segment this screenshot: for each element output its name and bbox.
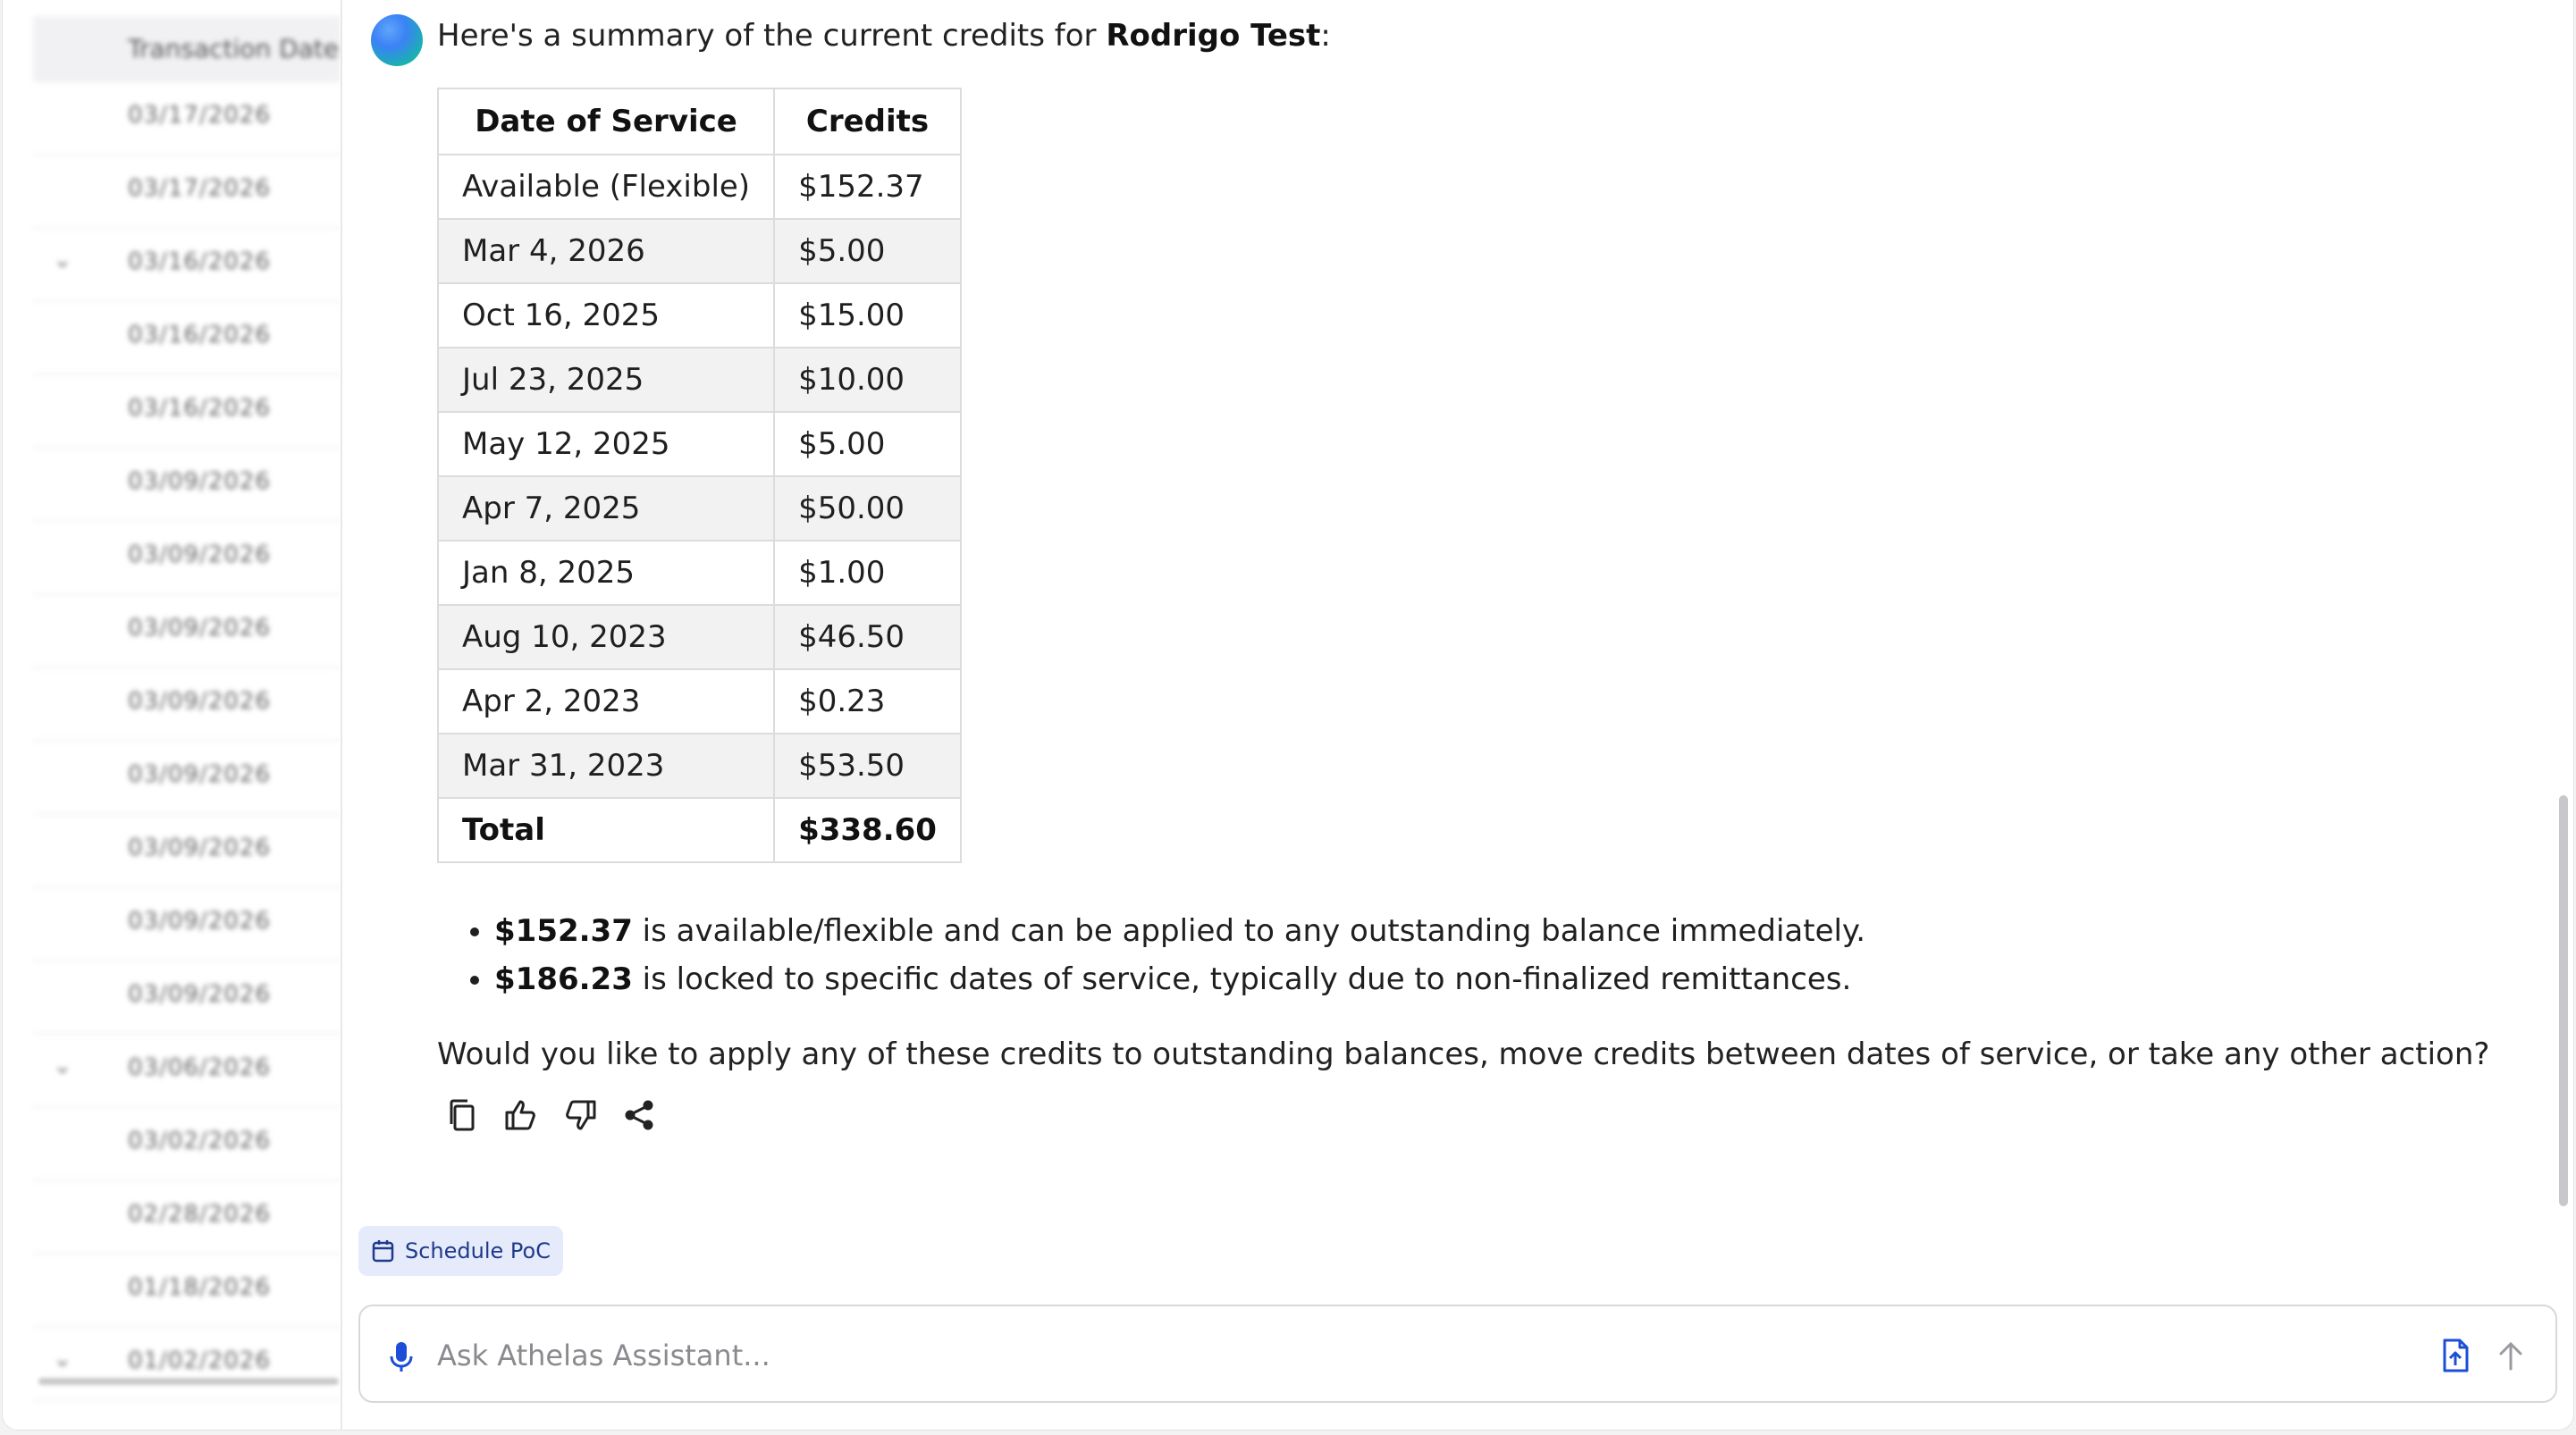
total-row: [438, 798, 961, 862]
app-window: [2, 0, 2574, 1431]
transaction-date: 03/09/2026: [128, 835, 271, 861]
credit-notes-list: [467, 913, 1865, 1010]
transaction-date: 03/09/2026: [128, 468, 271, 495]
table-row[interactable]: [33, 1108, 341, 1181]
date-of-service-cell: Apr 7, 2025: [438, 476, 774, 541]
credit-amount-cell: $15.00: [774, 283, 961, 348]
table-row[interactable]: [33, 302, 341, 375]
message-actions: [442, 1095, 659, 1135]
date-of-service-cell: Mar 4, 2026: [438, 219, 774, 283]
table-row: [438, 348, 961, 412]
schedule-poc-button[interactable]: [358, 1226, 563, 1276]
table-row: [438, 283, 961, 348]
total-amount: $338.60: [774, 798, 961, 862]
transaction-date: 03/09/2026: [128, 761, 271, 788]
credits-table: [437, 88, 962, 863]
table-row[interactable]: [33, 1255, 341, 1328]
transaction-date: 03/09/2026: [128, 688, 271, 715]
schedule-poc-label: Schedule PoC: [405, 1238, 551, 1263]
table-row: [438, 541, 961, 605]
table-row[interactable]: [33, 1328, 341, 1401]
copy-button[interactable]: [442, 1095, 482, 1135]
table-row[interactable]: [33, 1181, 341, 1255]
table-row: [438, 605, 961, 669]
chevron-down-icon[interactable]: ⌄: [53, 1346, 72, 1372]
message-intro: [437, 18, 1331, 54]
thumbs-down-button[interactable]: [560, 1095, 600, 1135]
table-row: [438, 734, 961, 798]
bullet-amount: $152.37: [494, 913, 633, 949]
transaction-date: 03/09/2026: [128, 541, 271, 568]
thumbs-up-icon: [503, 1097, 539, 1133]
date-of-service-cell: Oct 16, 2025: [438, 283, 774, 348]
table-row[interactable]: [33, 82, 341, 155]
transaction-date: 03/09/2026: [128, 615, 271, 642]
transaction-date: 02/28/2026: [128, 1201, 271, 1228]
share-icon: [622, 1098, 656, 1132]
table-header-row: [438, 88, 961, 155]
share-button[interactable]: [619, 1095, 659, 1135]
date-of-service-cell: Jul 23, 2025: [438, 348, 774, 412]
transaction-date: 03/16/2026: [128, 395, 271, 422]
table-row[interactable]: [33, 742, 341, 815]
list-item: [494, 961, 1865, 997]
table-row: [438, 412, 961, 476]
bullet-text: is available/flexible and can be applied to any outstanding balance immediately.: [632, 913, 1866, 949]
table-row: [438, 219, 961, 283]
bullet-text: is locked to specific dates of service, typically due to non-finalized remittances.: [632, 961, 1852, 997]
date-of-service-cell: Mar 31, 2023: [438, 734, 774, 798]
chat-composer: [358, 1305, 2557, 1403]
chat-scrollbar[interactable]: [2559, 795, 2568, 1206]
transaction-date: 03/09/2026: [128, 981, 271, 1008]
chevron-down-icon[interactable]: ⌄: [53, 1053, 72, 1079]
credit-amount-cell: $152.37: [774, 155, 961, 219]
credit-amount-cell: $0.23: [774, 669, 961, 734]
table-row[interactable]: [33, 668, 341, 742]
transaction-date: 03/17/2026: [128, 175, 271, 202]
table-row[interactable]: [33, 375, 341, 449]
credit-amount-cell: $53.50: [774, 734, 961, 798]
transaction-date: 03/17/2026: [128, 102, 271, 129]
transaction-date: 03/02/2026: [128, 1128, 271, 1154]
transaction-date: 03/09/2026: [128, 908, 271, 935]
column-header-date: Date of Service: [438, 88, 774, 155]
transaction-date: 03/16/2026: [128, 322, 271, 348]
list-item: [494, 913, 1865, 949]
transactions-sidebar: [3, 0, 342, 1430]
table-row[interactable]: [33, 888, 341, 961]
date-of-service-cell: May 12, 2025: [438, 412, 774, 476]
intro-suffix: :: [1320, 18, 1331, 54]
date-of-service-cell: Jan 8, 2025: [438, 541, 774, 605]
assistant-avatar: [371, 14, 423, 66]
credit-amount-cell: $50.00: [774, 476, 961, 541]
table-row[interactable]: [33, 961, 341, 1035]
microphone-icon[interactable]: [385, 1338, 417, 1374]
thumbs-up-button[interactable]: [501, 1095, 541, 1135]
table-row[interactable]: [33, 595, 341, 668]
bullet-amount: $186.23: [494, 961, 633, 997]
patient-name: Rodrigo Test: [1106, 18, 1321, 54]
transaction-date: 03/06/2026: [128, 1054, 271, 1081]
credit-amount-cell: $5.00: [774, 412, 961, 476]
chat-input[interactable]: [435, 1328, 2405, 1383]
table-row[interactable]: [33, 449, 341, 522]
credit-amount-cell: $46.50: [774, 605, 961, 669]
copy-icon: [446, 1097, 478, 1133]
transaction-date: 01/18/2026: [128, 1274, 271, 1301]
follow-up-question: Would you like to apply any of these credits to outstanding balances, move credits between dates of service, or take any other action?: [437, 1036, 2490, 1072]
transaction-date: 03/16/2026: [128, 248, 271, 275]
table-row[interactable]: [33, 815, 341, 888]
send-arrow-icon[interactable]: [2495, 1338, 2527, 1372]
thumbs-down-icon: [562, 1097, 598, 1133]
table-row[interactable]: [33, 229, 341, 302]
table-row[interactable]: [33, 1035, 341, 1108]
sidebar-header: [33, 16, 341, 82]
intro-text: Here's a summary of the current credits for: [437, 18, 1107, 54]
table-row[interactable]: [33, 522, 341, 595]
table-row: [438, 476, 961, 541]
table-row: [438, 155, 961, 219]
column-header-credits: Credits: [774, 88, 961, 155]
sidebar-horizontal-scrollbar[interactable]: [38, 1378, 339, 1385]
table-row[interactable]: [33, 155, 341, 229]
date-of-service-cell: Apr 2, 2023: [438, 669, 774, 734]
chevron-down-icon[interactable]: ⌄: [53, 247, 72, 273]
date-of-service-cell: Available (Flexible): [438, 155, 774, 219]
credit-amount-cell: $1.00: [774, 541, 961, 605]
sidebar-header-label: Transaction Date: [128, 34, 340, 63]
table-row: [438, 669, 961, 734]
transaction-date: 01/02/2026: [128, 1347, 271, 1374]
file-upload-icon[interactable]: [2439, 1337, 2471, 1374]
credit-amount-cell: $10.00: [774, 348, 961, 412]
date-of-service-cell: Aug 10, 2023: [438, 605, 774, 669]
calendar-icon: [371, 1238, 396, 1263]
total-label: Total: [438, 798, 774, 862]
credit-amount-cell: $5.00: [774, 219, 961, 283]
